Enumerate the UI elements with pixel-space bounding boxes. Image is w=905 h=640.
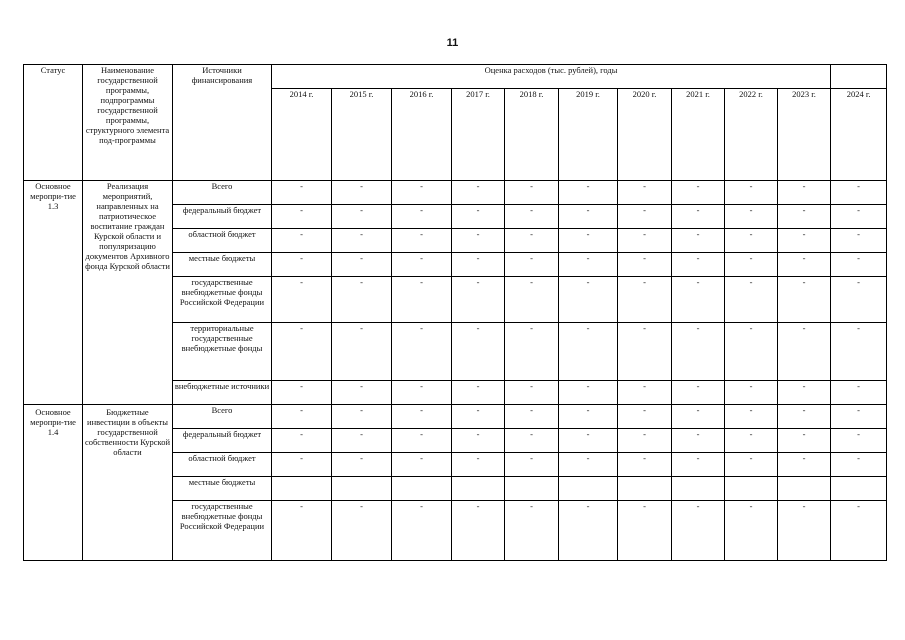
value-cell: -	[618, 277, 672, 323]
value-cell: -	[778, 229, 831, 253]
header-year: 2023 г.	[778, 89, 831, 181]
value-cell: -	[559, 229, 618, 253]
value-cell: -	[618, 181, 672, 205]
funding-source-cell: местные бюджеты	[173, 253, 272, 277]
value-cell: -	[332, 277, 392, 323]
value-cell: -	[672, 229, 725, 253]
header-year: 2014 г.	[272, 89, 332, 181]
header-year: 2021 г.	[672, 89, 725, 181]
value-cell: -	[332, 253, 392, 277]
value-cell: -	[452, 323, 505, 381]
value-cell: -	[831, 501, 887, 561]
header-year: 2020 г.	[618, 89, 672, 181]
funding-source-cell: федеральный бюджет	[173, 429, 272, 453]
header-empty-cell	[831, 65, 887, 89]
value-cell: -	[672, 405, 725, 429]
value-cell: -	[778, 405, 831, 429]
value-cell: -	[831, 229, 887, 253]
value-cell: -	[831, 453, 887, 477]
funding-source-cell: Всего	[173, 405, 272, 429]
value-cell: -	[778, 381, 831, 405]
value-cell: -	[831, 181, 887, 205]
value-cell: -	[332, 453, 392, 477]
value-cell: -	[452, 429, 505, 453]
funding-source-cell: государственные внебюджетные фонды Российской Федерации	[173, 277, 272, 323]
value-cell	[618, 477, 672, 501]
value-cell	[831, 477, 887, 501]
value-cell: -	[452, 205, 505, 229]
value-cell: -	[272, 501, 332, 561]
value-cell: -	[725, 405, 778, 429]
header-year: 2018 г.	[505, 89, 559, 181]
value-cell	[332, 477, 392, 501]
status-cell: Основное меропри-тие 1.4	[24, 405, 83, 561]
value-cell: -	[672, 429, 725, 453]
value-cell: -	[672, 205, 725, 229]
value-cell: -	[272, 381, 332, 405]
value-cell	[559, 477, 618, 501]
value-cell	[725, 477, 778, 501]
value-cell: -	[559, 381, 618, 405]
value-cell: -	[272, 229, 332, 253]
value-cell: -	[332, 323, 392, 381]
value-cell: -	[392, 323, 452, 381]
value-cell: -	[272, 405, 332, 429]
value-cell: -	[725, 253, 778, 277]
value-cell: -	[725, 453, 778, 477]
value-cell: -	[831, 381, 887, 405]
value-cell: -	[831, 253, 887, 277]
value-cell	[452, 477, 505, 501]
value-cell: -	[831, 429, 887, 453]
value-cell: -	[505, 323, 559, 381]
value-cell: -	[725, 229, 778, 253]
table-row	[24, 181, 887, 205]
value-cell: -	[778, 429, 831, 453]
funding-source-cell: областной бюджет	[173, 229, 272, 253]
value-cell: -	[272, 205, 332, 229]
value-cell	[272, 477, 332, 501]
activity-name-cell: Реализация мероприятий, направленных на патриотическое воспитание граждан Курской области и популяризацию документов Архивного фонда Курской области	[83, 181, 173, 405]
value-cell	[505, 477, 559, 501]
funding-source-cell: федеральный бюджет	[173, 205, 272, 229]
value-cell: -	[559, 205, 618, 229]
value-cell: -	[505, 229, 559, 253]
value-cell: -	[672, 181, 725, 205]
header-year: 2019 г.	[559, 89, 618, 181]
value-cell: -	[452, 405, 505, 429]
value-cell: -	[672, 277, 725, 323]
value-cell: -	[332, 405, 392, 429]
value-cell: -	[672, 253, 725, 277]
value-cell: -	[559, 405, 618, 429]
value-cell: -	[778, 501, 831, 561]
header-year: 2017 г.	[452, 89, 505, 181]
value-cell: -	[505, 405, 559, 429]
value-cell: -	[505, 501, 559, 561]
value-cell: -	[505, 429, 559, 453]
value-cell: -	[725, 205, 778, 229]
value-cell: -	[559, 277, 618, 323]
value-cell: -	[452, 277, 505, 323]
value-cell: -	[725, 381, 778, 405]
value-cell: -	[392, 253, 452, 277]
header-year: 2016 г.	[392, 89, 452, 181]
value-cell: -	[332, 381, 392, 405]
value-cell: -	[452, 181, 505, 205]
funding-source-cell: областной бюджет	[173, 453, 272, 477]
value-cell: -	[505, 381, 559, 405]
value-cell: -	[618, 405, 672, 429]
header-year: 2022 г.	[725, 89, 778, 181]
value-cell: -	[725, 181, 778, 205]
value-cell	[672, 477, 725, 501]
funding-source-cell: местные бюджеты	[173, 477, 272, 501]
value-cell: -	[725, 501, 778, 561]
value-cell: -	[505, 181, 559, 205]
value-cell: -	[452, 453, 505, 477]
value-cell: -	[392, 381, 452, 405]
value-cell: -	[452, 253, 505, 277]
value-cell: -	[778, 181, 831, 205]
value-cell: -	[618, 453, 672, 477]
header-sources: Источники финансирования	[173, 65, 272, 181]
value-cell: -	[618, 429, 672, 453]
value-cell: -	[559, 429, 618, 453]
value-cell: -	[272, 453, 332, 477]
budget-table	[23, 64, 887, 561]
header-year: 2024 г.	[831, 89, 887, 181]
value-cell: -	[672, 453, 725, 477]
value-cell: -	[831, 205, 887, 229]
value-cell	[392, 477, 452, 501]
value-cell: -	[392, 205, 452, 229]
funding-source-cell: государственные внебюджетные фонды Российской Федерации	[173, 501, 272, 561]
page-number: 11	[446, 37, 459, 49]
value-cell: -	[272, 323, 332, 381]
value-cell: -	[672, 323, 725, 381]
value-cell: -	[272, 181, 332, 205]
value-cell: -	[778, 277, 831, 323]
value-cell: -	[452, 501, 505, 561]
value-cell: -	[332, 501, 392, 561]
header-status: Статус	[24, 65, 83, 181]
value-cell: -	[672, 381, 725, 405]
value-cell: -	[505, 277, 559, 323]
value-cell: -	[272, 253, 332, 277]
header-evaluation: Оценка расходов (тыс. рублей), годы	[272, 65, 831, 89]
funding-source-cell: территориальные государственные внебюджетные фонды	[173, 323, 272, 381]
value-cell: -	[778, 253, 831, 277]
value-cell: -	[332, 429, 392, 453]
funding-source-cell: Всего	[173, 181, 272, 205]
value-cell: -	[505, 205, 559, 229]
value-cell	[778, 477, 831, 501]
value-cell: -	[392, 181, 452, 205]
value-cell: -	[559, 253, 618, 277]
value-cell: -	[618, 253, 672, 277]
value-cell: -	[618, 381, 672, 405]
value-cell: -	[452, 381, 505, 405]
value-cell: -	[618, 501, 672, 561]
value-cell: -	[392, 229, 452, 253]
value-cell: -	[618, 323, 672, 381]
value-cell: -	[672, 501, 725, 561]
value-cell: -	[778, 205, 831, 229]
value-cell: -	[559, 181, 618, 205]
header-year: 2015 г.	[332, 89, 392, 181]
value-cell: -	[831, 277, 887, 323]
value-cell: -	[778, 453, 831, 477]
value-cell: -	[725, 323, 778, 381]
value-cell: -	[559, 501, 618, 561]
value-cell: -	[505, 253, 559, 277]
funding-source-cell: внебюджетные источники	[173, 381, 272, 405]
value-cell: -	[392, 501, 452, 561]
value-cell: -	[559, 453, 618, 477]
value-cell: -	[618, 205, 672, 229]
value-cell: -	[725, 429, 778, 453]
value-cell: -	[392, 453, 452, 477]
value-cell: -	[725, 277, 778, 323]
value-cell: -	[618, 229, 672, 253]
value-cell: -	[831, 405, 887, 429]
value-cell: -	[559, 323, 618, 381]
value-cell: -	[332, 205, 392, 229]
value-cell: -	[452, 229, 505, 253]
status-cell: Основное меропри-тие 1.3	[24, 181, 83, 405]
header-name: Наименование государственной программы, подпрограммы государственной программы, структурного элемента под-программы	[83, 65, 173, 181]
table-row	[24, 405, 887, 429]
value-cell: -	[392, 429, 452, 453]
value-cell: -	[505, 453, 559, 477]
value-cell: -	[272, 429, 332, 453]
value-cell: -	[778, 323, 831, 381]
activity-name-cell: Бюджетные инвестиции в объекты государственной собственности Курской области	[83, 405, 173, 561]
value-cell: -	[272, 277, 332, 323]
value-cell: -	[392, 277, 452, 323]
value-cell: -	[332, 229, 392, 253]
value-cell: -	[392, 405, 452, 429]
value-cell: -	[831, 323, 887, 381]
value-cell: -	[332, 181, 392, 205]
